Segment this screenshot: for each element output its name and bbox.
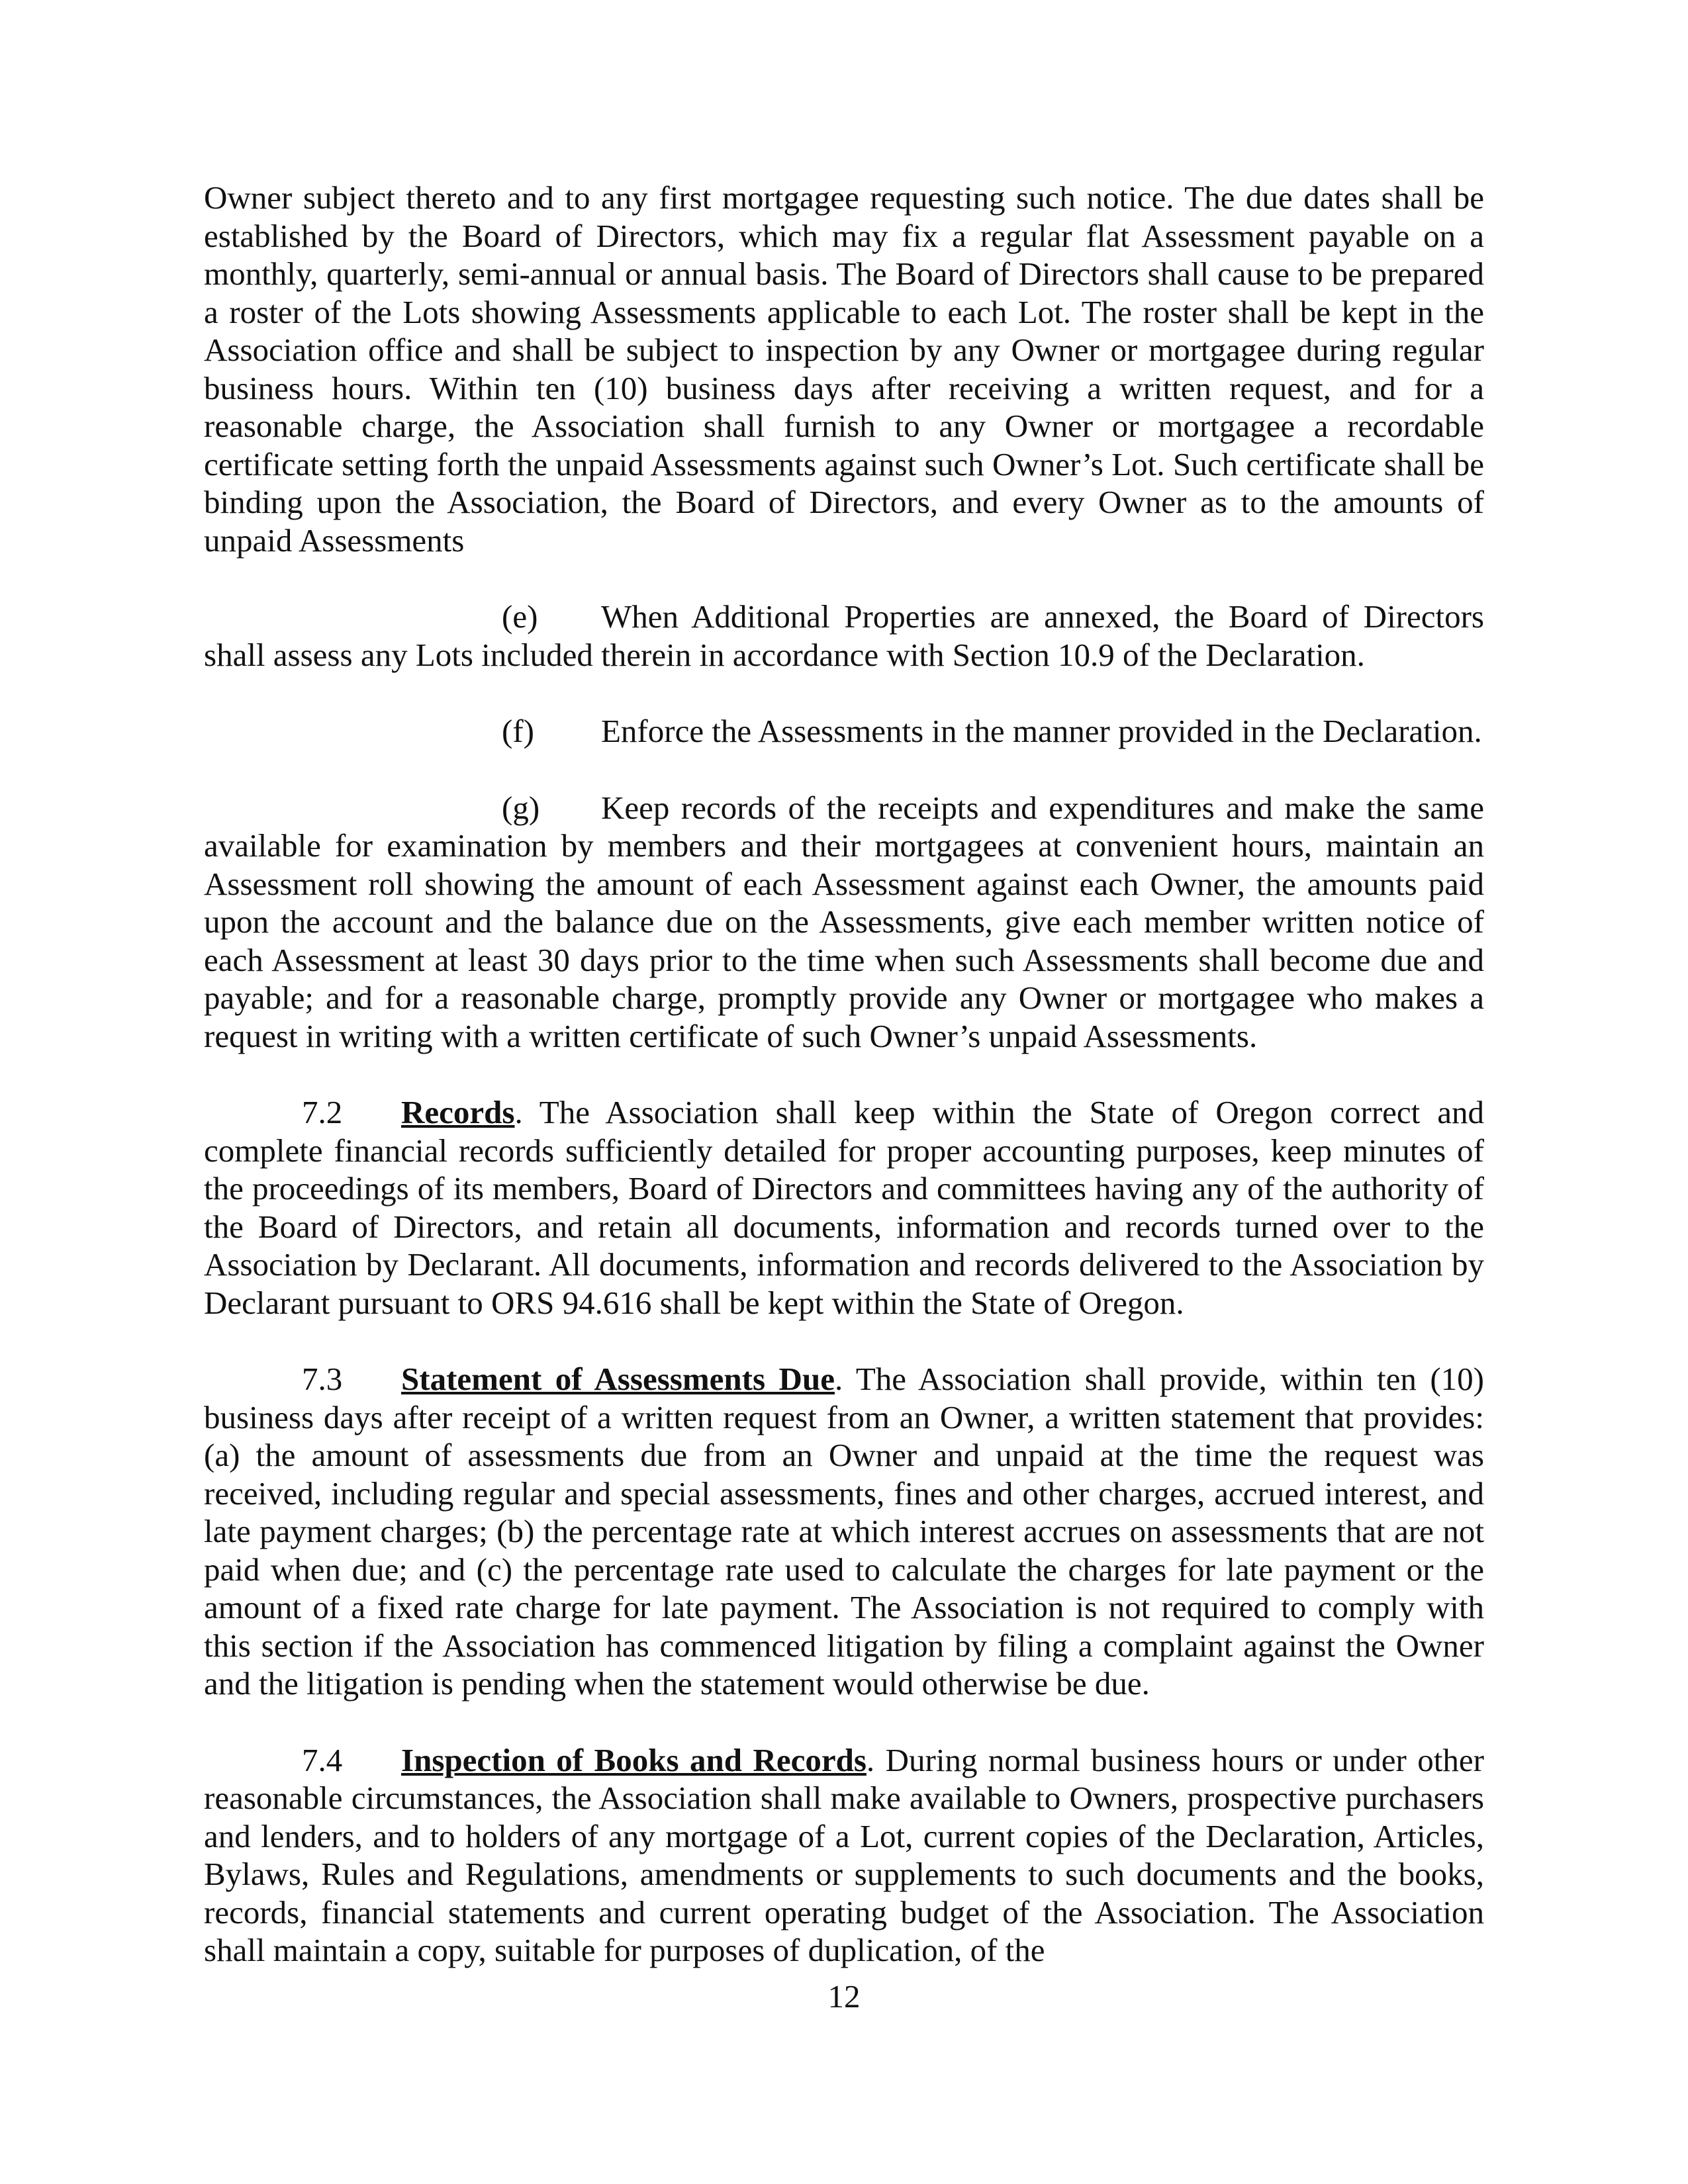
section-7-4-text: . During normal business hours or under other reasonable circumstances, the Association shall make available to Owners, prospective purchasers and lenders, and to holders of any mortgage of a Lot, current copies of the Declaration, Articles, Bylaws, Rules and Regulations, amendments or supplements to such documents and the books, records, financial statements and current operating budget of the Association. The Association shall maintain a copy, suitable for purposes of duplication, of the [204, 1741, 1484, 1968]
section-7-2 [204, 1093, 1484, 1322]
document-page-body [204, 179, 1484, 1970]
subsection-f-label: (f) [502, 713, 534, 749]
section-7-3-number: 7.3 [302, 1361, 343, 1397]
paragraph-continuation: Owner subject thereto and to any first mortgagee requesting such notice. The due dates shall be established by the Board of Directors, which may fix a regular flat Assessment payable on a monthly, quarterly, semi-annual or annual basis. The Board of Directors shall cause to be prepared a roster of the Lots showing Assessments applicable to each Lot. The roster shall be kept in the Association office and shall be subject to inspection by any Owner or mortgagee during regular business hours. Within ten (10) business days after receiving a written request, and for a reasonable charge, the Association shall furnish to any Owner or mortgagee a recordable certificate setting forth the unpaid Assessments against such Owner’s Lot. Such certificate shall be binding upon the Association, the Board of Directors, and every Owner as to the amounts of unpaid Assessments [204, 179, 1484, 559]
section-7-3-heading: Statement of Assessments Due [401, 1361, 835, 1397]
section-7-2-number: 7.2 [302, 1094, 343, 1130]
subsection-g [204, 789, 1484, 1056]
subsection-g-label: (g) [502, 789, 540, 826]
section-7-3-text: . The Association shall provide, within ten (10) business days after receipt of a written request from an Owner, a written statement that provides: (a) the amount of assessments due from an Owner and unpaid at the time the request was received, including regular and special assessments, fines and other charges, accrued interest, and late payment charges; (b) the percentage rate at which interest accrues on assessments that are not paid when due; and (c) the percentage rate used to calculate the charges for late payment or the amount of a fixed rate charge for late payment. The Association is not required to comply with this section if the Association has commenced litigation by filing a complaint against the Owner and the litigation is pending when the statement would otherwise be due. [204, 1361, 1484, 1702]
subsection-e [204, 598, 1484, 674]
subsection-f [204, 712, 1484, 751]
section-7-2-heading: Records [401, 1094, 515, 1130]
subsection-g-text: Keep records of the receipts and expenditures and make the same available for examination by members and their mortgagees at convenient hours, maintain an Assessment roll showing the amount of each Assessment against each Owner, the amounts paid upon the account and the balance due on the Assessments, give each member written notice of each Assessment at least 30 days prior to the time when such Assessments shall become due and payable; and for a reasonable charge, promptly provide any Owner or mortgagee who makes a request in writing with a written certificate of such Owner’s unpaid Assessments. [204, 789, 1484, 1054]
subsection-e-text: When Additional Properties are annexed, the Board of Directors shall assess any Lots included therein in accordance with Section 10.9 of the Declaration. [204, 598, 1484, 673]
section-7-3 [204, 1360, 1484, 1703]
section-7-4-heading: Inspection of Books and Records [401, 1741, 867, 1778]
section-7-4-number: 7.4 [302, 1741, 343, 1778]
page-number: 12 [827, 1978, 861, 2015]
subsection-e-label: (e) [502, 598, 538, 635]
section-7-2-text: . The Association shall keep within the State of Oregon correct and complete financial records sufficiently detailed for proper accounting purposes, keep minutes of the proceedings of its members, Board of Directors and committees having any of the authority of the Board of Directors, and retain all documents, information and records turned over to the Association by Declarant. All documents, information and records delivered to the Association by Declarant pursuant to ORS 94.616 shall be kept within the State of Oregon. [204, 1094, 1484, 1321]
section-7-4 [204, 1741, 1484, 1970]
subsection-f-text: Enforce the Assessments in the manner provided in the Declaration. [601, 713, 1482, 749]
